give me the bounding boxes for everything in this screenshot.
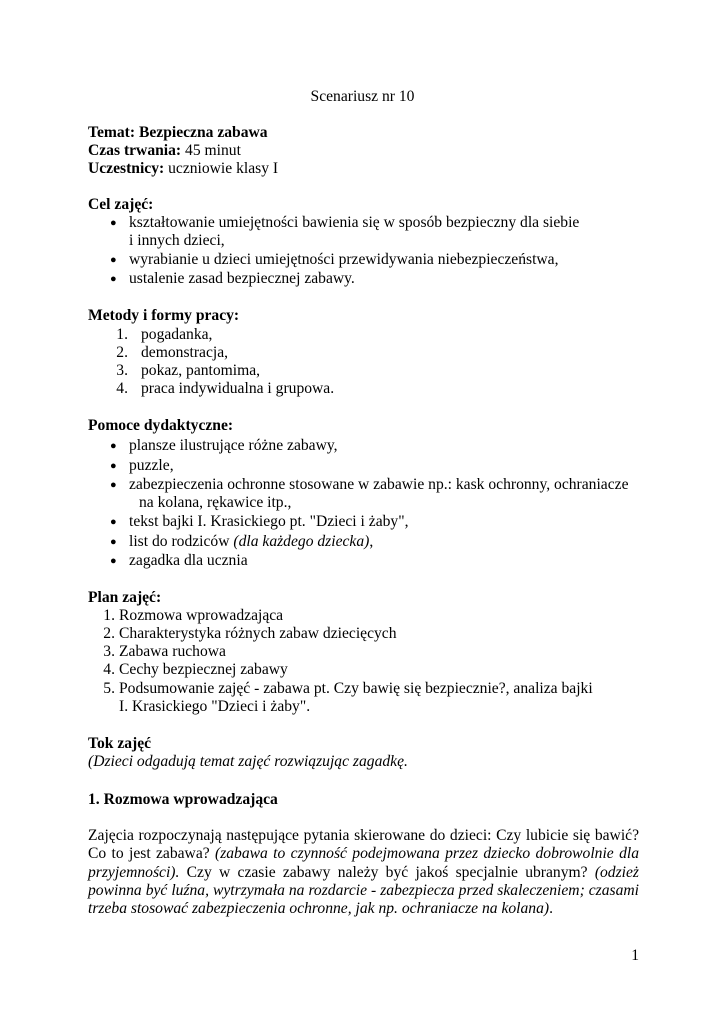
paragraph-text: Zajęcia rozpoczynają następujące pytania skierowane do dzieci: Czy lubicie się bawić? Co to jest zabawa? <box>88 827 639 863</box>
list-item <box>129 533 373 551</box>
bullet-icon: ● <box>110 460 117 472</box>
bullet-icon: ● <box>110 440 117 452</box>
list-number: 1. <box>103 607 115 624</box>
paragraph-text-italic: (zabawa to czynność podejmowana przez dziecko dobrowolnie dla przyjemności). <box>88 845 639 881</box>
list-number: 3. <box>103 643 115 660</box>
list-item: Rozmowa wprowadzająca <box>119 607 284 624</box>
paragraph-text: . <box>549 900 554 918</box>
list-item-continuation: i innych dzieci, <box>129 232 225 249</box>
bullet-icon: ● <box>110 217 117 229</box>
list-number: 3. <box>116 362 128 379</box>
list-item: plansze ilustrujące różne zabawy, <box>129 437 338 454</box>
list-item-continuation: I. Krasickiego "Dzieci i żaby". <box>119 698 311 715</box>
paragraph-text-italic: (odzież powinna być luźna, wytrzymała na rozdarcie - zabezpiecza przed skaleczeniem; czasami trzeba stosować zabezpieczenia ochronne, jak np. ochraniacze na kolana) <box>88 863 639 918</box>
list-number: 5. <box>103 680 115 697</box>
duration-line <box>88 142 241 160</box>
bullet-icon: ● <box>110 536 117 548</box>
list-item: praca indywidualna i grupowa. <box>141 380 335 397</box>
aids-heading: Pomoce dydaktyczne: <box>88 417 234 434</box>
item-text-end: , <box>369 533 374 550</box>
duration-value: 45 minut <box>181 142 241 159</box>
list-number: 2. <box>116 344 128 361</box>
list-item: pogadanka, <box>141 326 213 343</box>
list-item-continuation: na kolana, rękawice itp., <box>139 494 292 511</box>
list-item: Podsumowanie zajęć - zabawa pt. Czy bawię się bezpiecznie?, analiza bajki <box>119 680 593 697</box>
list-item: tekst bajki I. Krasickiego pt. "Dzieci i żaby", <box>129 513 409 530</box>
list-item: Charakterystyka różnych zabaw dziecięcych <box>119 625 397 642</box>
bullet-icon: ● <box>110 555 117 567</box>
section-paragraph <box>88 827 639 918</box>
document-title: Scenariusz nr 10 <box>310 88 415 105</box>
list-item: Cechy bezpiecznej zabawy <box>119 661 288 678</box>
bullet-icon: ● <box>110 479 117 491</box>
page-number: 1 <box>631 947 639 964</box>
methods-heading: Metody i formy pracy: <box>88 307 240 324</box>
participants-value: uczniowie klasy I <box>164 160 279 177</box>
item-text: list do rodziców <box>129 533 234 550</box>
list-number: 4. <box>103 661 115 678</box>
list-item: pokaz, pantomima, <box>141 362 261 379</box>
list-item: kształtowanie umiejętności bawienia się w sposób bezpieczny dla siebie <box>129 214 580 231</box>
bullet-icon: ● <box>110 273 117 285</box>
participants-label: Uczestnicy: <box>88 160 165 177</box>
list-item: Zabawa ruchowa <box>119 643 226 660</box>
list-number: 4. <box>116 380 128 397</box>
goals-heading: Cel zajęć: <box>88 196 154 213</box>
list-item: zagadka dla ucznia <box>129 552 248 569</box>
paragraph-text: Czy w czasie zabawy należy być jakoś specjalnie ubranym? <box>179 863 595 881</box>
duration-label: Czas trwania: <box>88 142 182 159</box>
bullet-icon: ● <box>110 516 117 528</box>
list-item: wyrabianie u dzieci umiejętności przewidywania niebezpieczeństwa, <box>129 251 559 268</box>
list-number: 2. <box>103 625 115 642</box>
item-text-italic: (dla każdego dziecka) <box>233 533 370 550</box>
topic-line: Temat: Bezpieczna zabawa <box>88 124 268 141</box>
list-item: ustalenie zasad bezpiecznej zabawy. <box>129 270 355 287</box>
section-heading: 1. Rozmowa wprowadzająca <box>88 791 278 808</box>
participants-line <box>88 160 278 178</box>
list-item: puzzle, <box>129 457 174 474</box>
course-heading: Tok zajęć <box>88 735 152 752</box>
list-number: 1. <box>116 326 128 343</box>
bullet-icon: ● <box>110 254 117 266</box>
course-note: (Dzieci odgadują temat zajęć rozwiązując zagadkę. <box>88 753 408 770</box>
plan-heading: Plan zajęć: <box>88 589 162 606</box>
list-item: zabezpieczenia ochronne stosowane w zabawie np.: kask ochronny, ochraniacze <box>129 476 629 493</box>
list-item: demonstracja, <box>141 344 229 361</box>
